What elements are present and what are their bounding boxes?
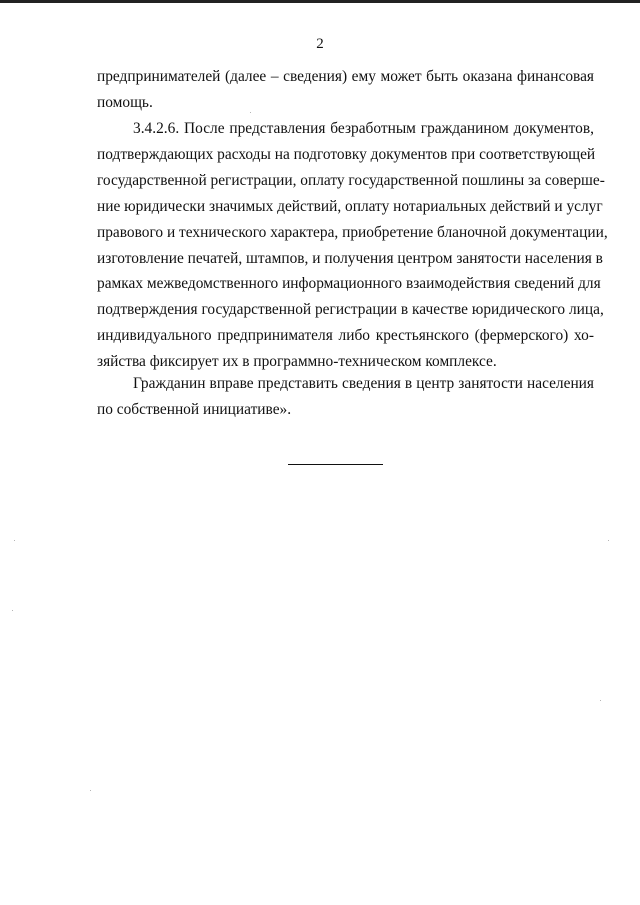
paragraph-continuation [97, 64, 594, 116]
text-line: рамках межведомственного информационного взаимодействия сведений для [97, 275, 601, 293]
scan-speck [250, 112, 251, 113]
text-line: подтверждения государственной регистрации в качестве юридического лица, [97, 301, 604, 319]
text-line: Гражданин вправе представить сведения в центр занятости населения [133, 375, 594, 392]
paragraph-citizen-right [97, 371, 594, 423]
scan-speck [12, 610, 13, 611]
text-line: ние юридически значимых действий, оплату нотариальных действий и услуг [97, 197, 603, 215]
text-line: индивидуального предпринимателя либо крестьянского (фермерского) хо- [97, 327, 594, 345]
text-line: государственной регистрации, оплату государственной пошлины за соверше- [97, 171, 605, 189]
scan-speck [90, 790, 91, 791]
scan-speck [608, 540, 609, 541]
text-line: подтверждающих расходы на подготовку документов при соответствующей [97, 145, 596, 163]
text-line: 3.4.2.6. После представления безработным гражданином документов, [133, 120, 594, 137]
page-top-edge [0, 0, 640, 3]
text-line: помощь. [97, 93, 153, 111]
scan-speck [14, 540, 15, 541]
scan-speck [600, 700, 601, 701]
text-line: по собственной инициативе». [97, 400, 292, 418]
paragraph-item-3-4-2-6 [97, 116, 608, 375]
text-line: предпринимателей (далее – сведения) ему может быть оказана финансовая [97, 68, 594, 85]
text-line: правового и технического характера, приобретение бланочной документации, [97, 223, 608, 241]
page-number: 2 [316, 36, 324, 52]
text-line: изготовление печатей, штампов, и получения центром занятости населения в [97, 249, 603, 267]
end-separator-line [288, 464, 383, 465]
text-line: зяйства фиксирует их в программно-техническом комплексе. [97, 353, 497, 371]
